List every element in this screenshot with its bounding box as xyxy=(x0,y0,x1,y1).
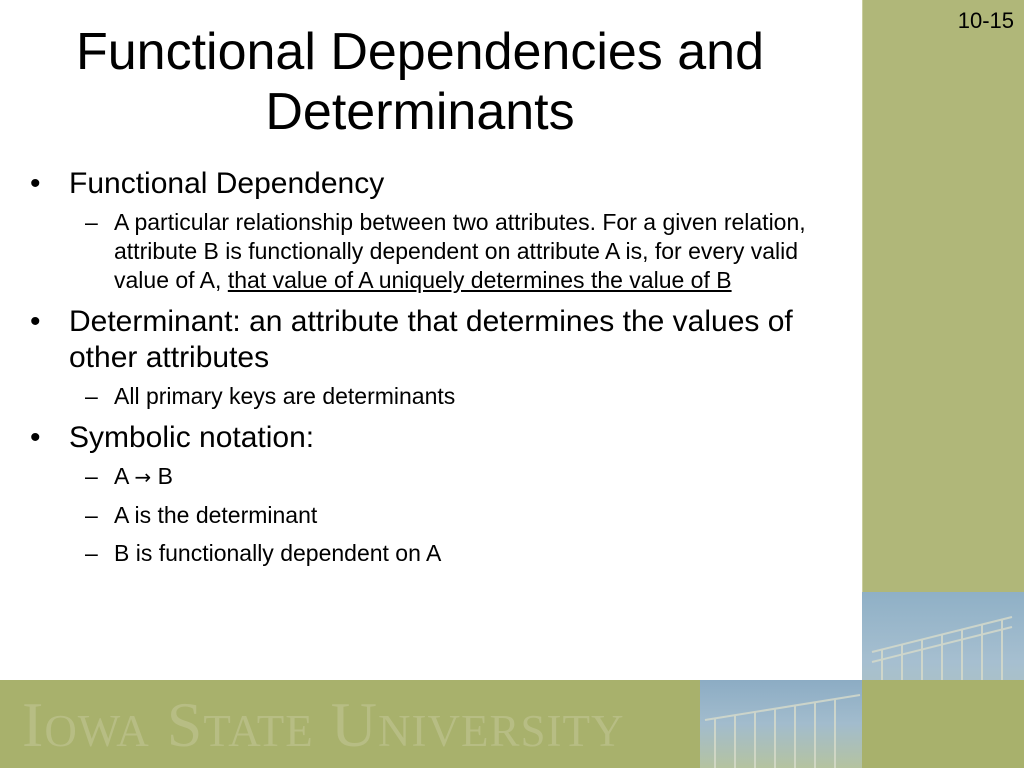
dash: – xyxy=(85,383,98,409)
sub-bullet-dependent xyxy=(30,539,840,568)
sub-bullet-text: All primary keys are determinants xyxy=(114,383,456,409)
bullet-text: Functional Dependency xyxy=(69,167,385,200)
bullet-list xyxy=(30,166,840,568)
sub-bullet-determinant xyxy=(30,501,840,530)
footer-building-photo xyxy=(700,680,862,768)
bullet-dot: • xyxy=(30,421,41,454)
sub-bullet-primary-keys xyxy=(30,382,840,411)
university-wordmark: Iowa State University xyxy=(22,689,625,760)
definition-underlined: that value of A uniquely determines the value of B xyxy=(227,267,732,293)
sub-bullet-definition xyxy=(30,208,840,295)
bullet-functional-dependency xyxy=(30,166,840,295)
bullet-text: Symbolic notation: xyxy=(69,421,315,454)
sub-bullet-text: B is functionally dependent on A xyxy=(114,540,442,566)
slide-body xyxy=(30,166,840,577)
notation-left: A xyxy=(114,463,129,489)
right-arrow-icon: → xyxy=(134,465,152,489)
definition-text: A particular relationship between two attributes. For a given relation, attribute B is functionally dependent on attribute A is, for every valid value of A, xyxy=(114,209,806,293)
title-line-2: Determinants xyxy=(265,83,575,141)
dash: – xyxy=(85,502,98,528)
sub-bullet-notation xyxy=(30,462,840,492)
notation-right: B xyxy=(157,463,173,489)
slide-title xyxy=(20,22,820,142)
bullet-dot: • xyxy=(30,305,41,338)
sub-bullet-text: A is the determinant xyxy=(114,502,318,528)
sub-list xyxy=(69,462,840,568)
bullet-symbolic-notation xyxy=(30,420,840,568)
sub-list xyxy=(69,208,840,295)
dash: – xyxy=(85,209,98,235)
slide-number: 10-15 xyxy=(957,8,1014,33)
sub-list xyxy=(69,382,840,411)
dash: – xyxy=(85,540,98,566)
bullet-dot: • xyxy=(30,167,41,200)
title-line-1: Functional Dependencies and xyxy=(75,23,765,81)
dash: – xyxy=(85,463,98,489)
bullet-text: Determinant: an attribute that determines the values of other attributes xyxy=(69,305,793,374)
bullet-determinant xyxy=(30,304,840,411)
